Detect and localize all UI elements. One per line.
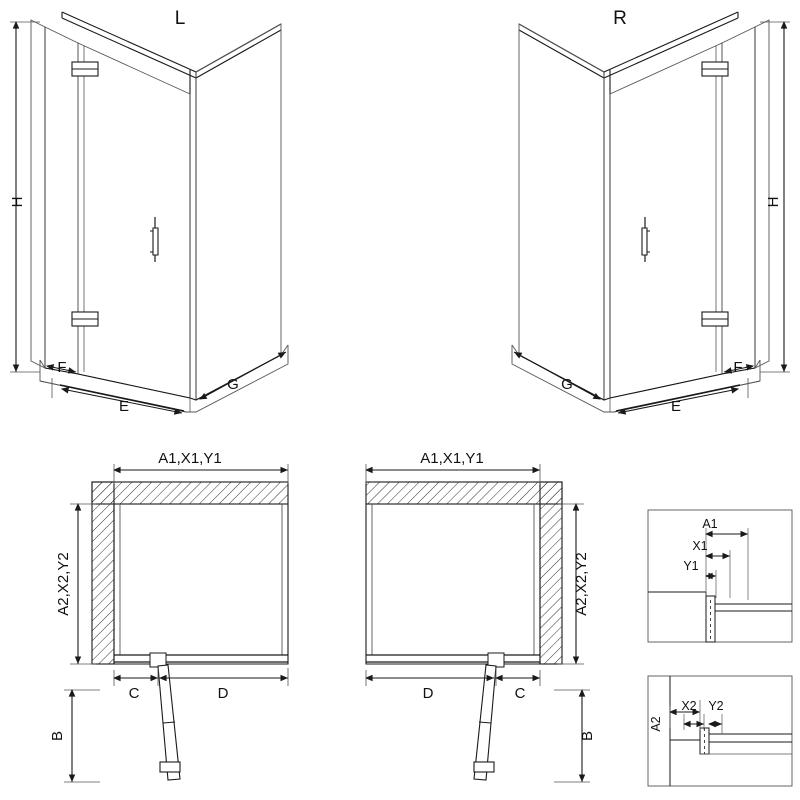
plan-right-swing-label: B: [579, 730, 596, 742]
detail-bottom-x-label: X2: [681, 699, 697, 713]
plan-left-fixed-label: D: [217, 685, 229, 702]
plan-right-door-label: C: [514, 685, 526, 702]
detail-top-y-label: Y1: [683, 559, 699, 573]
plan-right-fixed-label: D: [422, 685, 434, 702]
iso-right-side-label: G: [561, 376, 573, 393]
iso-right-height-label: H: [765, 196, 782, 208]
plan-view-left: [64, 464, 288, 782]
detail-top-x-label: X1: [692, 539, 708, 553]
iso-right-entry-label: E: [670, 398, 682, 415]
detail-top: [648, 510, 792, 642]
plan-view-right: [366, 464, 590, 782]
plan-right-side-label: A2,X2,Y2: [573, 552, 590, 616]
iso-left-entry-label: E: [118, 398, 130, 415]
plan-left-swing-label: B: [49, 730, 66, 742]
iso-view-right: [512, 12, 790, 413]
plan-left-side-label: A2,X2,Y2: [55, 552, 72, 616]
iso-right-title: R: [613, 8, 627, 29]
iso-left-height-label: H: [9, 196, 26, 208]
plan-left-door-label: C: [128, 685, 140, 702]
detail-bottom-y-label: Y2: [708, 699, 724, 713]
iso-left-title: L: [174, 8, 186, 29]
detail-bottom-a-label: A2: [649, 716, 663, 732]
detail-bottom: [648, 676, 792, 786]
plan-right-top-label: A1,X1,Y1: [420, 450, 484, 467]
iso-view-left: [10, 12, 288, 413]
detail-top-a-label: A1: [702, 517, 718, 531]
iso-left-front-label: F: [57, 359, 67, 376]
plan-left-top-label: A1,X1,Y1: [158, 450, 222, 467]
iso-left-side-label: G: [227, 376, 239, 393]
iso-right-front-label: F: [733, 359, 743, 376]
